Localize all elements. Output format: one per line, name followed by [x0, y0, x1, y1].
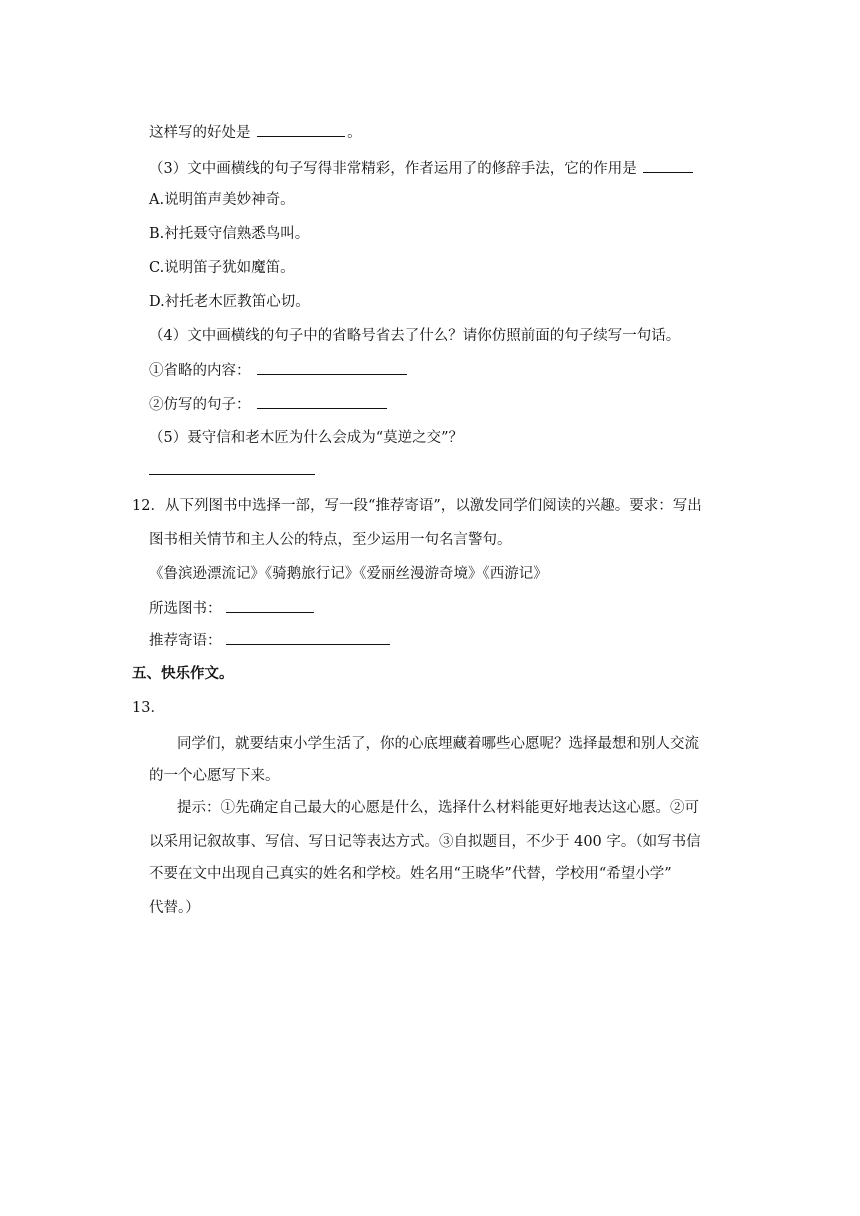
q11-cont-end: 。	[347, 125, 362, 141]
option-c[interactable]	[149, 258, 295, 278]
q13-text-line6: 代替。）	[149, 900, 200, 916]
q11-part4b-label: ②仿写的句子：	[149, 397, 251, 413]
q12-book-label: 所选图书：	[149, 601, 222, 617]
q12-book-choice-line	[149, 598, 314, 619]
q12-books-text: 《鲁滨逊漂流记》《骑鹅旅行记》《爱丽丝漫游奇境》《西游记》	[149, 566, 548, 582]
answer-blank-omitted-content[interactable]	[257, 360, 407, 375]
q11-part3-line	[149, 158, 695, 179]
q13-line4	[149, 832, 701, 852]
q13-text-line4: 以采用记叙故事、写信、写日记等表达方式。③自拟题目，不少于 400 字。（如写书信	[149, 834, 701, 850]
q13-line2	[149, 766, 280, 786]
q13-text-line2: 的一个心愿写下来。	[149, 768, 280, 784]
option-a-text: A.说明笛声美妙神奇。	[149, 192, 295, 208]
q13-text-line1: 同学们，就要结束小学生活了，你的心底埋藏着哪些心愿呢？选择最想和别人交流	[177, 736, 699, 752]
section-5-title: 五、快乐作文。	[132, 665, 234, 682]
answer-blank-recommendation[interactable]	[226, 630, 390, 645]
q13-line3	[177, 798, 699, 818]
option-d-text: D.衬托老木匠教笛心切。	[149, 294, 310, 310]
q11-part4-text: （4）文中画横线的句子中的省略号省去了什么？请你仿照前面的句子续写一句话。	[149, 328, 681, 344]
option-b-text: B.衬托聂守信熟悉鸟叫。	[149, 226, 310, 242]
q13-number	[132, 698, 165, 718]
answer-blank-part5[interactable]	[149, 460, 315, 475]
q11-part4a-label: ①省略的内容：	[149, 363, 251, 379]
q13-text-line3: 提示：①先确定自己最大的心愿是什么，选择什么材料能更好地表达这心愿。②可	[177, 800, 699, 816]
option-c-text: C.说明笛子犹如魔笛。	[149, 260, 295, 276]
answer-blank-part3[interactable]	[643, 158, 693, 173]
q11-part5-text: （5）聂守信和老木匠为什么会成为“莫逆之交”？	[149, 430, 464, 446]
q12-text-line1: 12．从下列图书中选择一部，写一段“推荐寄语”，以激发同学们阅读的兴趣。要求：写出	[132, 498, 702, 514]
q11-part4-line	[149, 326, 680, 346]
q12-line1	[132, 496, 702, 516]
q11-part5-answer-line	[149, 460, 315, 481]
q11-continuation-line	[149, 122, 362, 143]
q13-line6	[149, 898, 200, 918]
q11-cont-text: 这样写的好处是	[149, 125, 251, 141]
q12-line2	[149, 530, 512, 550]
q13-text-line5: 不要在文中出现自己真实的姓名和学校。姓名用“王晓华”代替，学校用“希望小学”	[149, 866, 672, 882]
option-d[interactable]	[149, 292, 310, 312]
section-5-heading	[132, 664, 234, 684]
q11-part4b-line	[149, 394, 389, 415]
q12-recommend-label: 推荐寄语：	[149, 633, 222, 649]
q13-line1	[177, 734, 699, 754]
q13-line5	[149, 864, 672, 884]
option-b[interactable]	[149, 224, 309, 244]
q12-book-list	[149, 564, 548, 584]
answer-blank-benefit[interactable]	[257, 122, 345, 137]
q12-text-line2: 图书相关情节和主人公的特点，至少运用一句名言警句。	[149, 532, 512, 548]
option-a[interactable]	[149, 190, 295, 210]
q13-number-text: 13．	[132, 700, 165, 716]
q11-part4a-line	[149, 360, 409, 381]
q11-part3-text: （3）文中画横线的句子写得非常精彩，作者运用了的修辞手法，它的作用是	[149, 161, 637, 177]
q12-recommend-line	[149, 630, 390, 651]
q11-part5-line	[149, 428, 463, 448]
answer-blank-book[interactable]	[226, 598, 314, 613]
answer-blank-imitated-sentence[interactable]	[257, 394, 387, 409]
